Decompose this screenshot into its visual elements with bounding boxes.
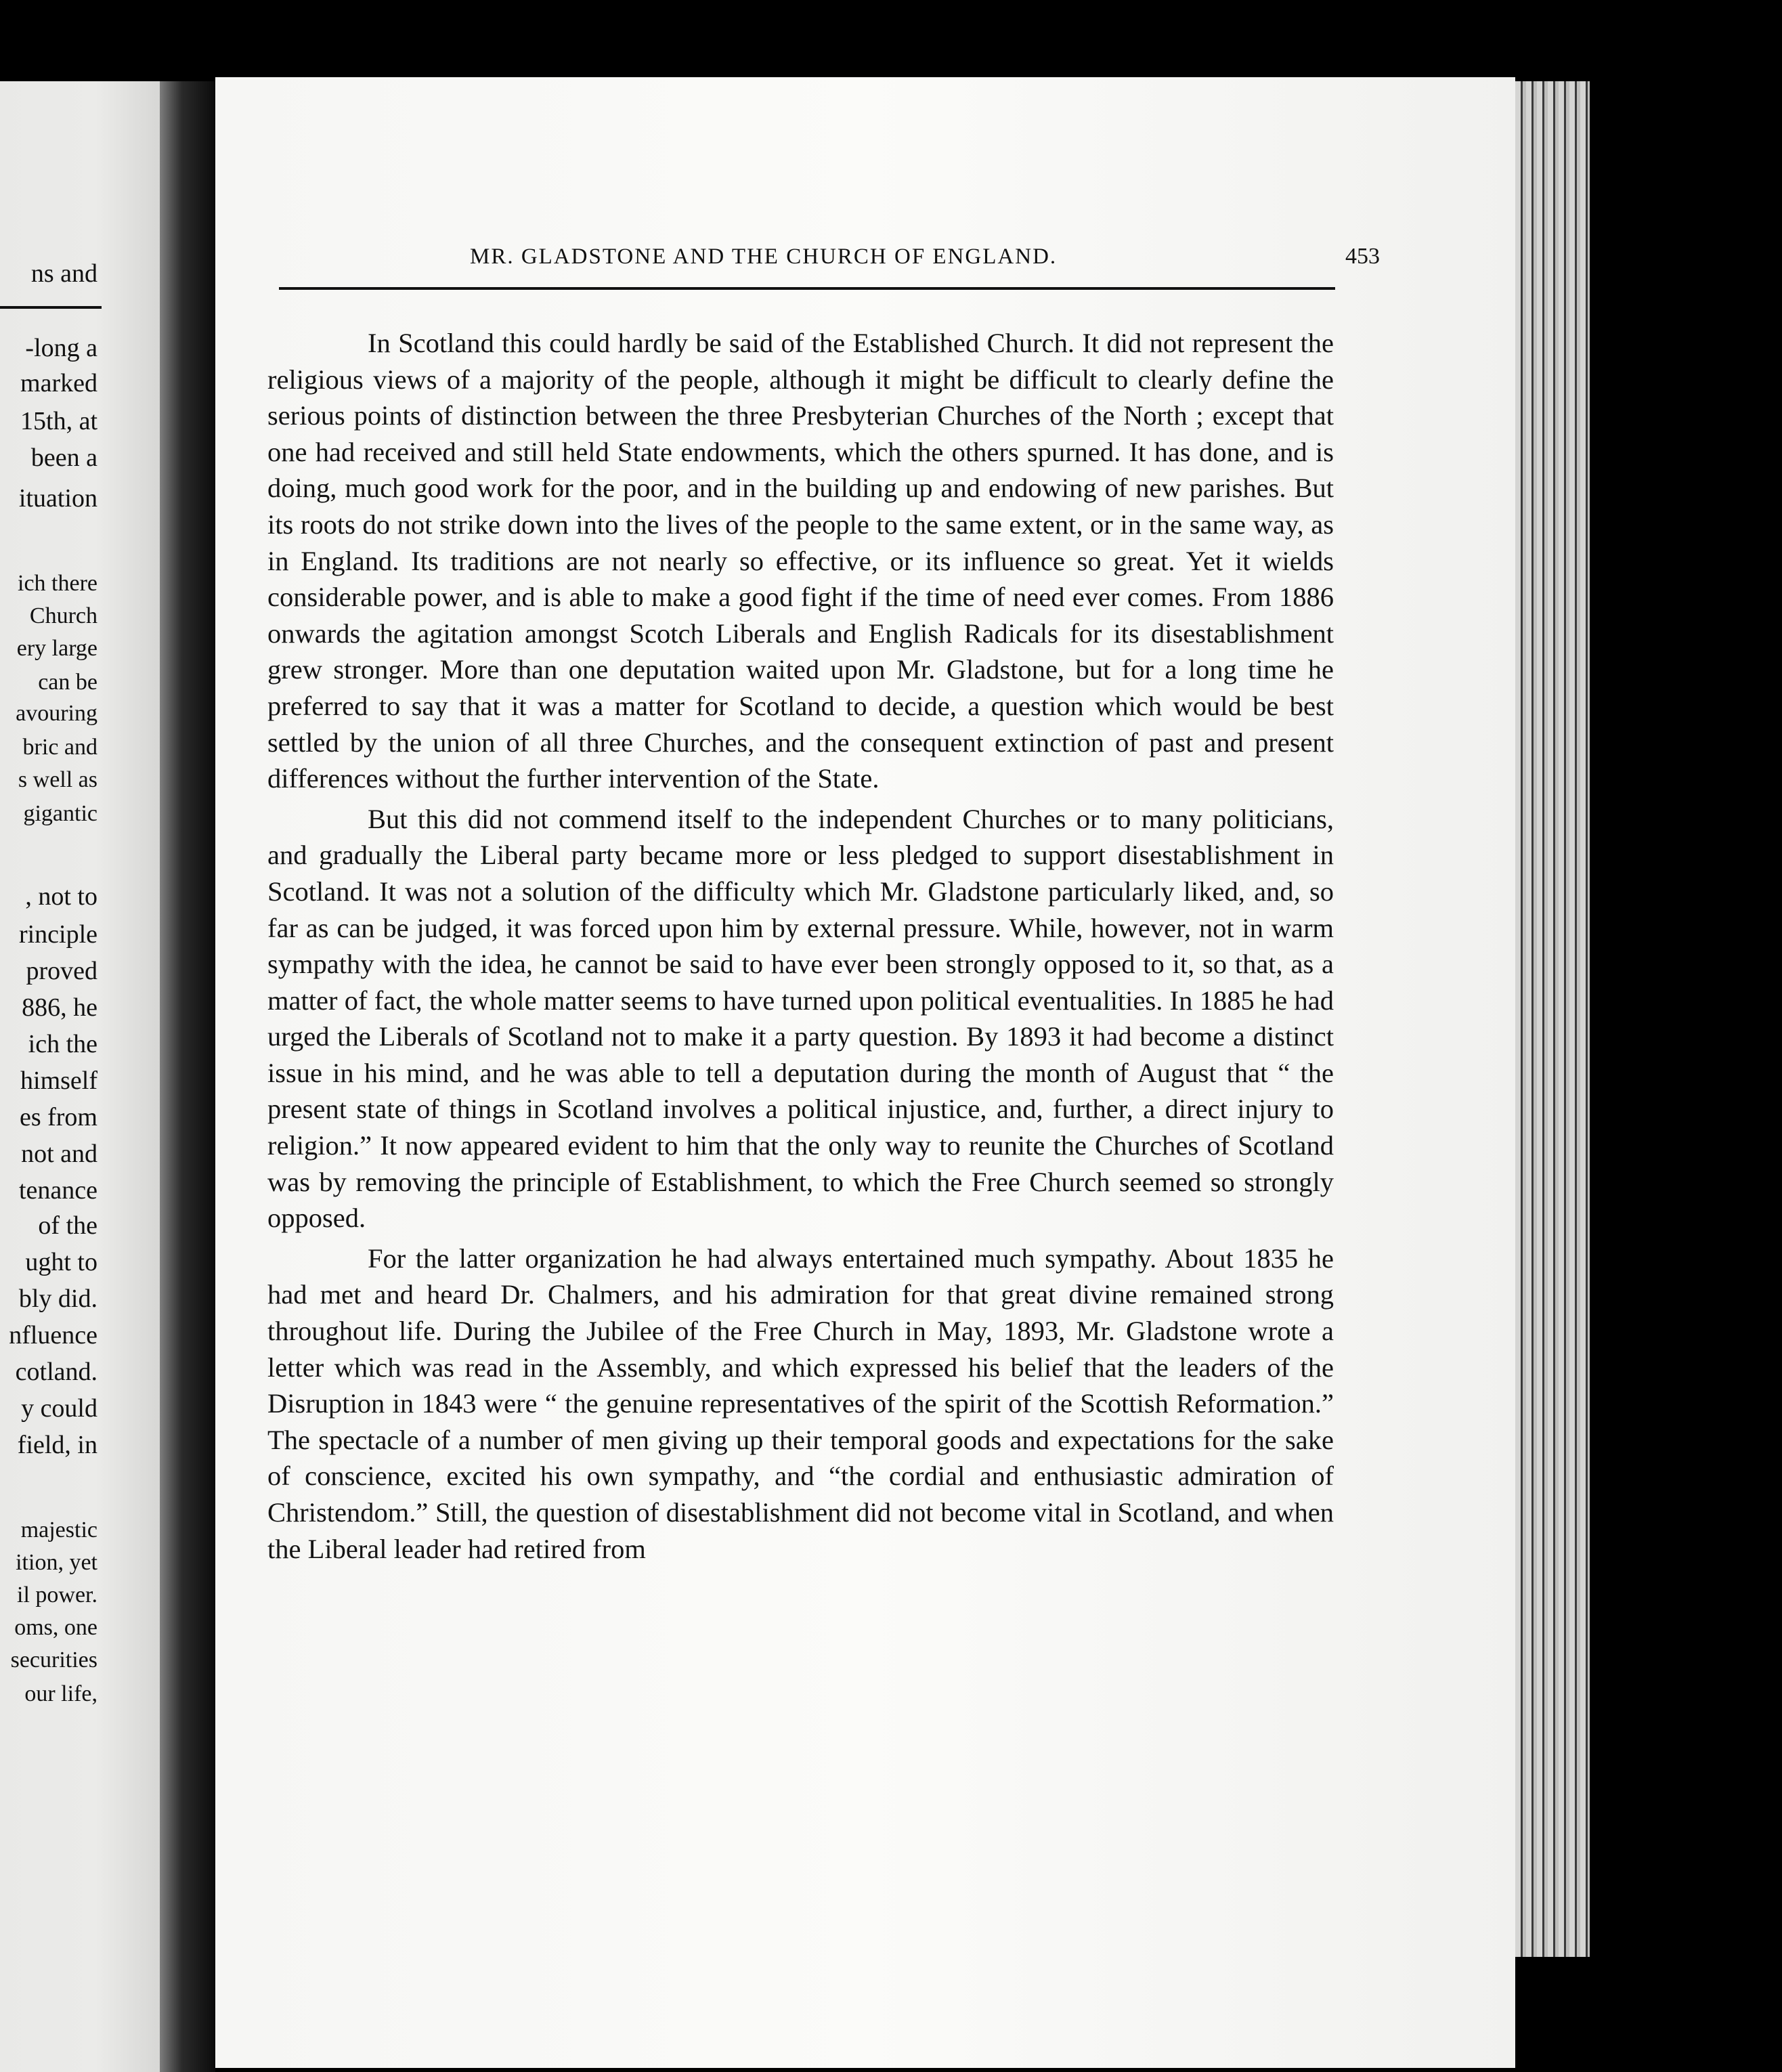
- previous-page-line: ns and: [30, 259, 97, 288]
- previous-page-line: gigantic: [23, 801, 97, 826]
- previous-page-line: 886, he: [22, 993, 97, 1022]
- page-number: 453: [1345, 244, 1380, 269]
- previous-page-line: securities: [10, 1647, 97, 1672]
- previous-page-line: ituation: [18, 484, 97, 513]
- previous-page-line: rinciple: [18, 920, 97, 949]
- previous-page-line: 15th, at: [20, 407, 97, 435]
- previous-page-line: ition, yet: [16, 1550, 97, 1575]
- previous-page-line: , not to: [25, 882, 97, 911]
- body-text: [267, 325, 1334, 1571]
- previous-page-line: cotland.: [15, 1358, 97, 1386]
- previous-page-line: nfluence: [9, 1321, 97, 1350]
- previous-page-line: our life,: [24, 1681, 97, 1706]
- paragraph: For the latter organization he had always entertained much sympathy. About 1835 he had met and heard Dr. Chalmers, and his admiration for that great divine remained strong throughout life. During the Jubilee of the Free Church in May, 1893, Mr. Gladstone wrote a letter which was read in the Assembly, and which expressed his belief that the leaders of the Disruption in 1843 were “ the genuine representatives of the spirit of the Scottish Reformation.” The spectacle of a number of men giving up their temporal goods and expectations for the sake of conscience, excited his own sympathy, and “the cordial and enthusiastic admiration of Christendom.” Still, the question of disestablishment did not become vital in Scotland, and when the Liberal leader had retired from: [267, 1243, 1334, 1564]
- previous-page-line: il power.: [17, 1582, 97, 1607]
- previous-page-line: es from: [19, 1103, 97, 1131]
- header-rule: [279, 287, 1335, 290]
- previous-page-line: Church: [29, 603, 97, 628]
- paragraph: In Scotland this could hardly be said of the Established Church. It did not represent the religious views of a majority of the people, although it might be difficult to clearly define the serious points of distinction between the three Presbyterian Churches of the North ; except that one had received and still held State endowments, which the others spurned. It has done, and is doing, much good work for the poor, and in the building up and endowing of new parishes. But its roots do not strike down into the lives of the people to the same extent, or in the same way, as in England. Its traditions are not nearly so effective, or its influence so great. Yet it wields considerable power, and is able to make a good fight if the time of need ever comes. From 1886 onwards the agitation amongst Scotch Liberals and English Radicals for its disestablishment grew stronger. More than one deputation waited upon Mr. Gladstone, but for a long time he preferred to say that it was a matter for Scotland to decide, a question which would be best settled by the union of all three Churches, and the consequent extinction of past and present differences without the further intervention of the State.: [267, 328, 1334, 794]
- previous-page-line: been a: [30, 444, 97, 472]
- paragraph: But this did not commend itself to the independent Churches or to many politicians, and gradually the Liberal party became more or less pledged to support disestablishment in Scotland. It was not a solution of the difficulty which Mr. Gladstone particularly liked, and, so far as can be judged, it was forced upon him by external pressure. While, however, not in warm sympathy with the idea, he cannot be said to have ever been strongly opposed to it, so that, as a matter of fact, the whole matter seems to have turned upon political eventualities. In 1885 he had urged the Liberals of Scotland not to make it a party question. By 1893 it had become a distinct issue in his mind, and he was able to tell a deputation during the month of August that “ the present state of things in Scotland involves a political injustice, and, further, a direct injury to religion.” It now appeared evident to him that the only way to reunite the Churches of Scotland was by removing the principle of Establishment, to which the Free Church seemed so strongly opposed.: [267, 803, 1334, 1234]
- previous-page-line: bly did.: [18, 1285, 97, 1313]
- previous-page: [0, 81, 160, 2072]
- book-gutter: [160, 81, 215, 2072]
- previous-page-line: not and: [21, 1140, 97, 1168]
- previous-page-line: marked: [20, 369, 97, 397]
- previous-page-line: -long a: [25, 334, 97, 362]
- previous-page-line: ich the: [28, 1030, 97, 1058]
- previous-page-line: tenance: [18, 1176, 97, 1205]
- previous-page-line: of the: [38, 1211, 97, 1240]
- previous-page-line: proved: [26, 957, 97, 985]
- previous-page-line: ery large: [16, 636, 97, 661]
- previous-page-line: s well as: [18, 767, 97, 792]
- previous-page-line: avouring: [16, 701, 97, 726]
- previous-page-line: majestic: [20, 1517, 97, 1542]
- previous-page-line: bric and: [22, 735, 97, 760]
- running-title: MR. GLADSTONE AND THE CHURCH OF ENGLAND.: [470, 244, 1058, 269]
- previous-page-line: can be: [38, 670, 97, 695]
- page-edges: [1515, 81, 1590, 1957]
- previous-page-line: field, in: [17, 1431, 97, 1459]
- previous-page-line: ught to: [25, 1248, 97, 1276]
- previous-page-head-rule: [0, 306, 102, 309]
- previous-page-line: himself: [20, 1066, 97, 1095]
- previous-page-line: y could: [21, 1394, 97, 1423]
- previous-page-line: oms, one: [14, 1615, 97, 1640]
- previous-page-line: ich there: [18, 571, 97, 596]
- running-head: [257, 244, 1388, 269]
